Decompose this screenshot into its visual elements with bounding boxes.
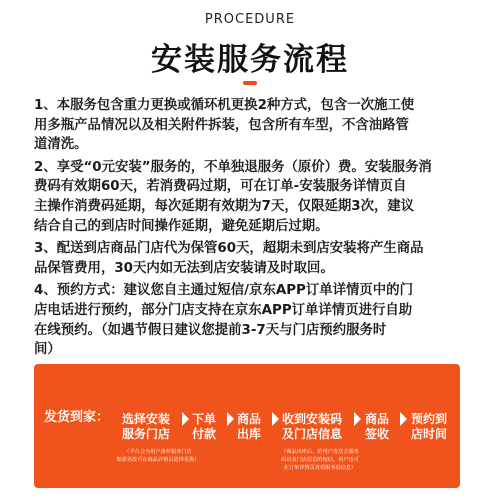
terms-item-line: 品保管费用，30天内如无法到店安装请及时取回。 <box>34 260 334 276</box>
flow-note-line: 码以及门店信息的短信，用户也可 <box>281 457 359 463</box>
service-terms-list <box>34 96 470 363</box>
flow-arrow-icon <box>227 412 234 426</box>
flow-step-place-order <box>192 412 216 442</box>
flow-step-sign-for <box>365 412 389 442</box>
page-title: 安装服务流程 <box>151 42 349 78</box>
flow-arrow-icon <box>182 412 189 426</box>
flow-step-ship-out <box>237 412 261 442</box>
flow-step-line: 预约到 <box>411 412 448 426</box>
procedure-eyebrow: PROCEDURE <box>204 12 296 27</box>
flow-step-select-store <box>122 412 170 442</box>
flow-note-store-select <box>108 448 208 464</box>
flow-step-book-time <box>411 412 447 442</box>
flow-step-line: 收到安装码 <box>282 412 343 426</box>
terms-item-line: 用多瓶产品情况以及相关附件拆装，包含所有车型，不含油路管 <box>34 117 409 133</box>
terms-item-line: 道清洗。 <box>34 137 88 153</box>
flow-step-line: 出库 <box>237 427 262 441</box>
terms-item-line: 结合自己的到店时间操作延期，避免延期后过期。 <box>34 218 329 234</box>
flow-note-line: 在订单详情页查看服务码信息） <box>283 465 357 471</box>
flow-step-line: 下单 <box>192 412 217 426</box>
flow-step-line: 付款 <box>192 427 217 441</box>
flow-label: 发货到家： <box>44 410 110 425</box>
flow-arrow-icon <box>272 412 279 426</box>
delivery-flow-panel <box>34 364 460 488</box>
flow-step-line: 商品 <box>237 412 262 426</box>
flow-arrow-icon <box>354 412 361 426</box>
terms-item <box>34 96 470 155</box>
terms-item-line: 间） <box>34 342 61 358</box>
flow-arrow-icon <box>400 412 407 426</box>
terms-item-line: 2、享受“0元安装”服务的，不单独退服务（原价）费。安装服务消 <box>34 159 432 175</box>
flow-note-service-code <box>272 448 368 472</box>
terms-item <box>34 239 470 278</box>
flow-note-line: 如需更改可在商品详情页选择更换） <box>116 457 200 463</box>
terms-item <box>34 281 470 359</box>
title-accent-bar <box>243 81 257 85</box>
flow-step-line: 商品 <box>365 412 390 426</box>
flow-step-line: 选择安装 <box>122 412 171 426</box>
terms-item-line: 主操作消费码延期，每次延期有效期为7天，仅限延期3次，建议 <box>34 198 415 214</box>
terms-item-line: 费码有效期60天，若消费码过期，可在订单-安装服务详情页自 <box>34 179 407 195</box>
flow-step-line: 服务门店 <box>122 427 171 441</box>
terms-item-line: 4、预约方式：建议您自主通过短信/京东APP订单详情页中的门 <box>34 283 413 299</box>
flow-note-line: （平台会为用户推荐服务门店 <box>124 449 192 455</box>
flow-step-line: 及门店信息 <box>282 427 343 441</box>
terms-item <box>34 158 470 236</box>
terms-item-line: 在线预约。（如遇节假日建议您提前3-7天与门店预约服务时 <box>34 322 387 338</box>
flow-note-line: （商品出库后，给用户发送含服务 <box>281 449 359 455</box>
flow-step-receive-code <box>282 412 342 442</box>
terms-item-line: 店电话进行预约，部分门店支持在京东APP订单详情页进行自助 <box>34 302 413 318</box>
terms-item-line: 1、本服务包含重力更换或循环机更换2种方式，包含一次施工使 <box>34 98 415 113</box>
flow-step-line: 签收 <box>365 427 390 441</box>
flow-step-line: 店时间 <box>411 427 448 441</box>
terms-item-line: 3、配送到店商品门店代为保管60天，超期未到店安装将产生商品 <box>34 241 424 257</box>
